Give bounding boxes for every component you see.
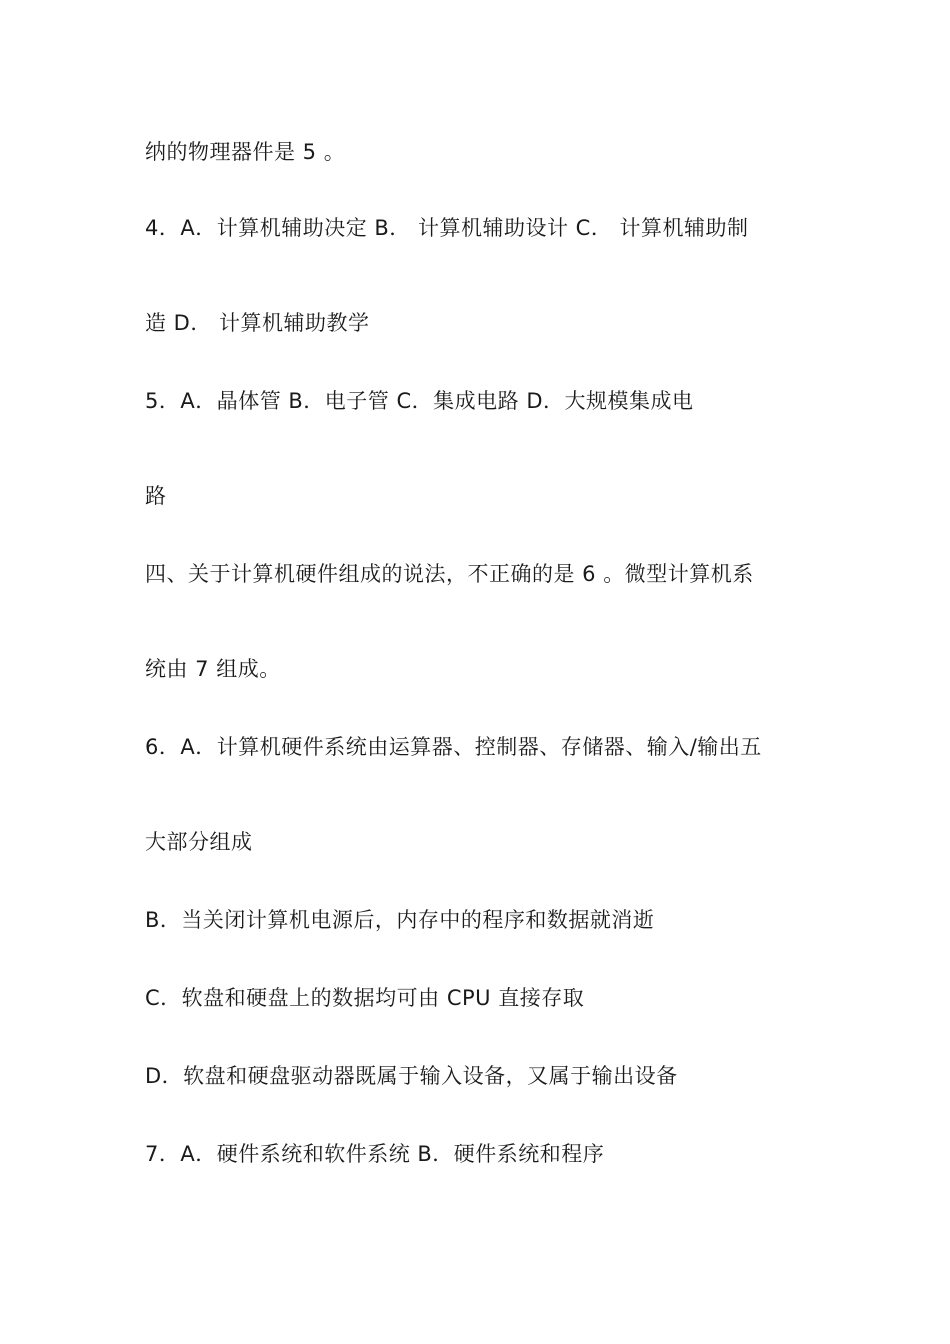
q6-option-d: D．软盘和硬盘驱动器既属于输入设备，又属于输出设备 xyxy=(145,1064,678,1088)
q6-option-b: B．当关闭计算机电源后，内存中的程序和数据就消逝 xyxy=(145,908,655,932)
q4-options-continued: 造 D． 计算机辅助教学 xyxy=(145,311,370,335)
q7-options-line: 7．A．硬件系统和软件系统 B．硬件系统和程序 xyxy=(145,1142,605,1166)
section-four-question: 四、关于计算机硬件组成的说法，不正确的是 6 。微型计算机系 xyxy=(145,562,754,586)
q4-options-line: 4．A．计算机辅助决定 B． 计算机辅助设计 C． 计算机辅助制 xyxy=(145,216,749,240)
q6-option-c: C．软盘和硬盘上的数据均可由 CPU 直接存取 xyxy=(145,986,585,1010)
q6-option-a-continued: 大部分组成 xyxy=(145,830,253,854)
q6-option-a: 6．A．计算机硬件系统由运算器、控制器、存储器、输入/输出五 xyxy=(145,735,762,759)
q5-options-line: 5．A．晶体管 B．电子管 C．集成电路 D．大规模集成电 xyxy=(145,389,694,413)
q5-options-continued: 路 xyxy=(145,484,167,508)
section-four-question-continued: 统由 7 组成。 xyxy=(145,657,281,681)
text-line-1: 纳的物理器件是 5 。 xyxy=(145,140,346,164)
